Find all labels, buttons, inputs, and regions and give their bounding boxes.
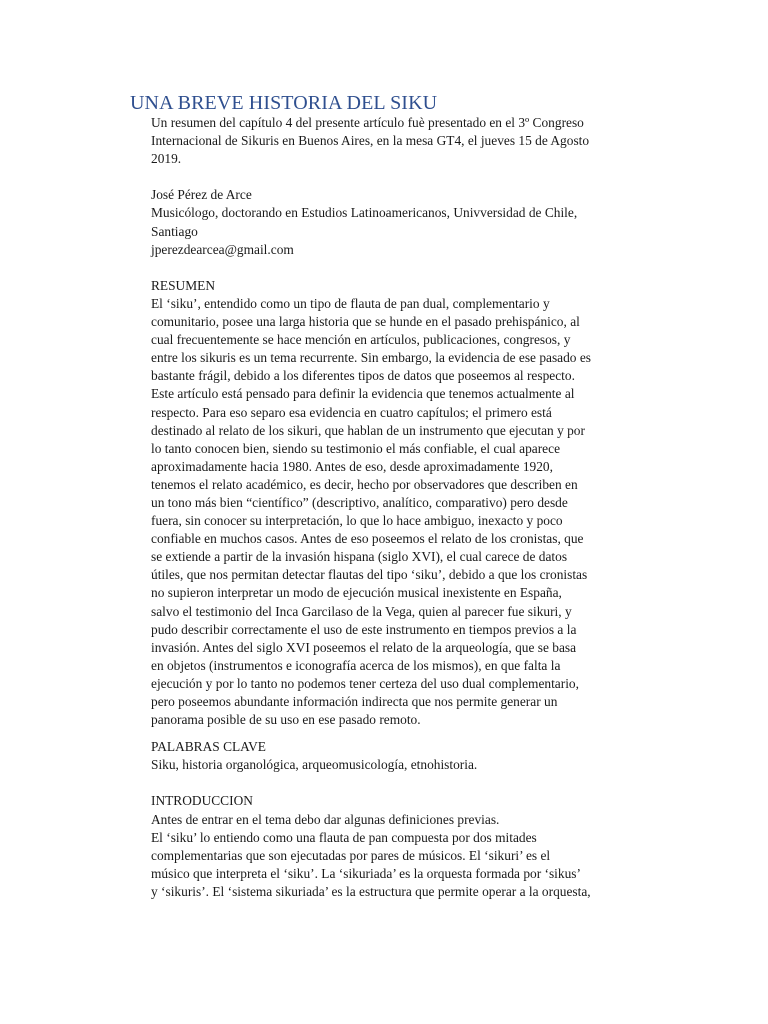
paragraph-line: comunitario, posee una larga historia que se hunde en el pasado prehispánico, al: [151, 314, 580, 330]
paragraph-line: ejecución y por lo tanto no podemos tener certeza del uso dual complementario,: [151, 675, 579, 691]
paragraph-line: El ‘siku’, entendido como un tipo de flauta de pan dual, complementario y: [151, 295, 550, 311]
document-title: UNA BREVE HISTORIA DEL SIKU: [130, 92, 438, 114]
paragraph-line: entre los sikuris es un tema recurrente. Sin embargo, la evidencia de ese pasado es: [151, 350, 592, 366]
resumen-heading: RESUMEN: [151, 277, 215, 293]
paragraph-line: confiable en muchos casos. Antes de eso poseemos el relato de los cronistas, que: [151, 531, 584, 547]
paragraph-line: en objetos (instrumentos e iconografía acerca de los mismos), en que falta la: [151, 657, 561, 673]
paragraph-line: y ‘sikuris’. El ‘sistema sikuriada’ es la estructura que permite operar a la orquesta,: [151, 883, 591, 899]
author-affiliation: Santiago: [151, 223, 198, 239]
paragraph-line: aproximadamente hacia 1980. Antes de eso, desde aproximadamente 1920,: [151, 458, 553, 474]
paragraph-line: Antes de entrar en el tema debo dar algunas definiciones previas.: [151, 811, 500, 827]
keywords-text: Siku, historia organológica, arqueomusicología, etnohistoria.: [151, 757, 478, 773]
paragraph-line: un tono más bien “científico” (descriptivo, analítico, comparativo) pero desde: [151, 494, 568, 510]
paragraph-line: fuera, sin conocer su interpretación, lo que lo hace ambiguo, inexacto y poco: [151, 513, 563, 529]
paragraph-line: se extiende a partir de la invasión hispana (siglo XVI), el cual carece de datos: [151, 549, 568, 565]
paragraph-line: bastante frágil, debido a los diferentes tipos de datos que poseemos al respecto.: [151, 368, 575, 384]
paragraph-line: Este artículo está pensado para definir la evidencia que tenemos actualmente al: [151, 386, 575, 402]
paragraph-line: salvo el testimonio del Inca Garcilaso de la Vega, quien al parecer fue sikuri, y: [151, 603, 572, 619]
intro-note: [151, 114, 651, 168]
paragraph-line: complementarias que son ejecutadas por pares de músicos. El ‘sikuri’ es el: [151, 847, 551, 863]
intro-note-line: Internacional de Sikuris en Buenos Aires, en la mesa GT4, el jueves 15 de Agosto: [151, 133, 590, 149]
paragraph-line: destinado al relato de los sikuri, que hablan de un instrumento que ejecutan y por: [151, 422, 585, 438]
paragraph-line: pero poseemos abundante información indirecta que nos permite generar un: [151, 694, 558, 709]
author-email: jperezdearcea@gmail.com: [151, 241, 294, 257]
paragraph-line: útiles, que nos permitan detectar flautas del tipo ‘siku’, debido a que los cronistas: [151, 567, 588, 583]
document-body: [151, 114, 651, 901]
paragraph-line: panorama posible de su uso en ese pasado remoto.: [151, 712, 421, 728]
paragraph-line: no supieron interpretar un modo de ejecución musical inexistente en España,: [151, 585, 562, 601]
keywords-section: [151, 738, 651, 774]
introduccion-heading: INTRODUCCION: [151, 793, 253, 809]
paragraph-line: El ‘siku’ lo entiendo como una flauta de pan compuesta por dos mitades: [151, 829, 537, 845]
resumen-section: [151, 277, 651, 729]
paragraph-line: respecto. Para eso separo esa evidencia en cuatro capítulos; el primero está: [151, 404, 552, 420]
intro-note-line: 2019.: [151, 151, 182, 167]
keywords-heading: PALABRAS CLAVE: [151, 739, 266, 755]
paragraph-line: invasión. Antes del siglo XVI poseemos el relato de la arqueología, que se basa: [151, 639, 577, 655]
paragraph-line: músico que interpreta el ‘siku’. La ‘sikuriada’ es la orquesta formada por ‘sikus’: [151, 865, 581, 881]
introduccion-text: [151, 811, 651, 901]
paragraph-line: pudo describir correctamente el uso de este instrumento en tiempos previos a la: [151, 621, 577, 637]
paragraph-line: lo tanto conocen bien, siendo su testimonio el más confiable, el cual aparece: [151, 440, 561, 456]
author-affiliation: Musicólogo, doctorando en Estudios Latinoamericanos, Univversidad de Chile,: [151, 205, 578, 221]
paragraph-line: tenemos el relato académico, es decir, hecho por observadores que describen en: [151, 476, 578, 492]
author-block: [151, 186, 651, 258]
resumen-text: [151, 295, 651, 729]
introduccion-section: [151, 792, 651, 901]
author-name: José Pérez de Arce: [151, 187, 252, 203]
paragraph-line: cual frecuentemente se hace mención en artículos, publicaciones, congresos, y: [151, 332, 571, 348]
intro-note-line: Un resumen del capítulo 4 del presente artículo fuè presentado en el 3º Congreso: [151, 115, 584, 130]
